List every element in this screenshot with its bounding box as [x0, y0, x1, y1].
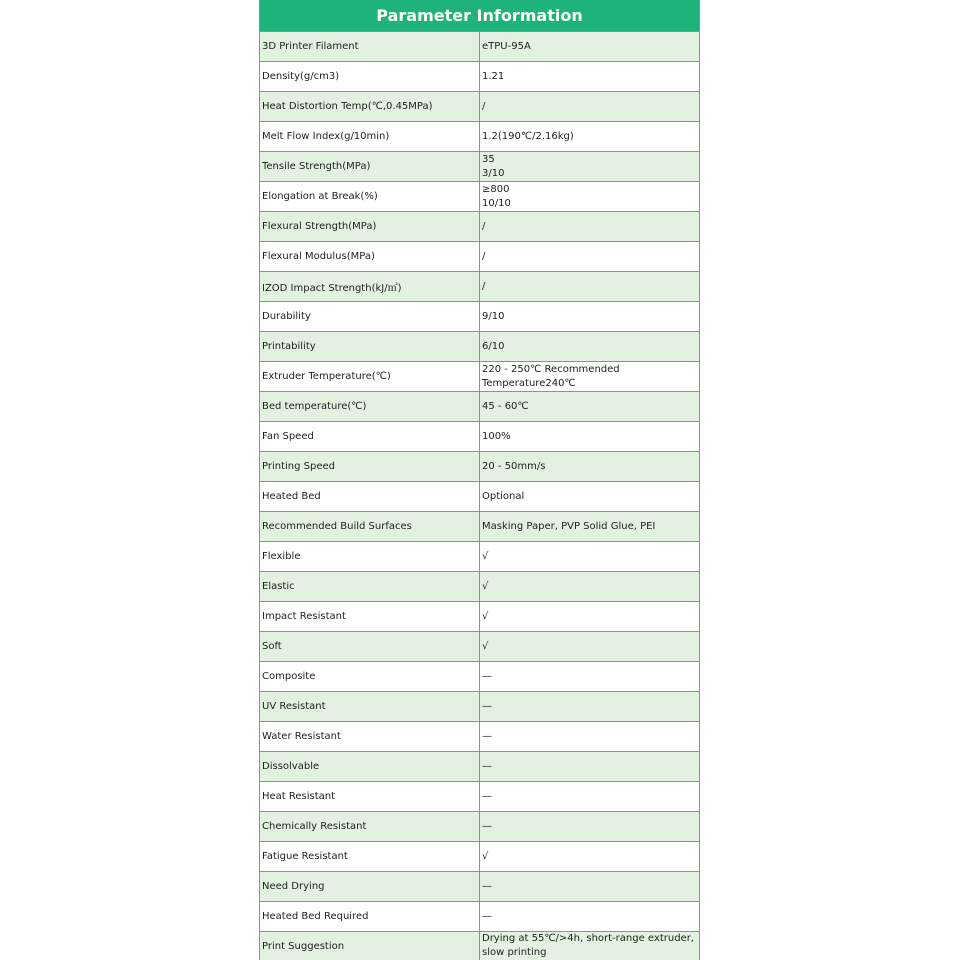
- parameter-value: 1.21: [482, 70, 505, 82]
- table-row: [260, 361, 699, 391]
- table-row: [260, 391, 699, 421]
- parameter-value: /: [482, 250, 486, 262]
- parameter-value: √: [482, 610, 489, 622]
- table-row: [260, 511, 699, 541]
- table-row: [260, 61, 699, 91]
- parameter-value: 100%: [482, 430, 511, 442]
- table-title: Parameter Information: [260, 0, 699, 31]
- parameter-name: Fatigue Resistant: [260, 842, 480, 871]
- parameter-name: Heat Resistant: [260, 782, 480, 811]
- parameter-value: —: [482, 910, 492, 922]
- parameter-value: 45 - 60℃: [482, 400, 529, 412]
- table-row: [260, 241, 699, 271]
- table-row: [260, 481, 699, 511]
- parameter-value: √: [482, 550, 489, 562]
- parameter-value: √: [482, 580, 489, 592]
- table-row: [260, 181, 699, 211]
- parameter-value: —: [482, 880, 492, 892]
- parameter-value: —: [482, 670, 492, 682]
- parameter-value: /: [482, 100, 486, 112]
- table-row: [260, 691, 699, 721]
- parameter-name: Melt Flow Index(g/10min): [260, 122, 480, 151]
- parameter-name: IZOD Impact Strength(kJ/㎡): [260, 272, 480, 301]
- parameter-value: 220 - 250℃ Recommended Temperature240℃: [482, 363, 620, 389]
- parameter-name: Chemically Resistant: [260, 812, 480, 841]
- table-row: [260, 871, 699, 901]
- table-row: [260, 931, 699, 960]
- parameter-name: Composite: [260, 662, 480, 691]
- table-row: [260, 151, 699, 181]
- parameter-name: Dissolvable: [260, 752, 480, 781]
- table-row: [260, 121, 699, 151]
- parameter-value: —: [482, 790, 492, 802]
- parameter-value: Drying at 55℃/>4h, short-range extruder, slow printing: [482, 933, 694, 958]
- parameter-value: 35 3/10: [482, 153, 505, 179]
- table-row: [260, 301, 699, 331]
- parameter-name: Density(g/cm3): [260, 62, 480, 91]
- parameter-value: 6/10: [482, 340, 505, 352]
- parameter-name: Elastic: [260, 572, 480, 601]
- parameter-name: Fan Speed: [260, 422, 480, 451]
- parameter-name: Heated Bed Required: [260, 902, 480, 931]
- table-row: [260, 541, 699, 571]
- parameter-value: —: [482, 700, 492, 712]
- parameter-name: Extruder Temperature(℃): [260, 362, 480, 391]
- parameter-name: Bed temperature(℃): [260, 392, 480, 421]
- parameter-value: ≥800 10/10: [482, 183, 511, 209]
- parameter-name: Flexural Strength(MPa): [260, 212, 480, 241]
- parameter-value: 1.2(190℃/2.16kg): [482, 130, 574, 142]
- parameter-name: UV Resistant: [260, 692, 480, 721]
- table-row: [260, 901, 699, 931]
- table-row: [260, 31, 699, 61]
- parameter-name: Soft: [260, 632, 480, 661]
- table-row: [260, 841, 699, 871]
- parameter-name: Flexural Modulus(MPa): [260, 242, 480, 271]
- parameter-value: —: [482, 730, 492, 742]
- parameter-value: —: [482, 820, 492, 832]
- parameter-value: eTPU-95A: [482, 40, 531, 52]
- table-row: [260, 781, 699, 811]
- parameter-name: Printing Speed: [260, 452, 480, 481]
- table-row: [260, 421, 699, 451]
- parameter-name: Durability: [260, 302, 480, 331]
- parameter-name: Heated Bed: [260, 482, 480, 511]
- table-row: [260, 571, 699, 601]
- parameter-name: Print Suggestion: [260, 932, 480, 960]
- parameter-name: Printability: [260, 332, 480, 361]
- parameter-value: 9/10: [482, 310, 505, 322]
- parameter-value: √: [482, 850, 489, 862]
- parameter-name: Impact Resistant: [260, 602, 480, 631]
- parameter-name: Water Resistant: [260, 722, 480, 751]
- parameter-value: 20 - 50mm/s: [482, 460, 546, 472]
- table-row: [260, 721, 699, 751]
- table-row: [260, 661, 699, 691]
- parameter-name: Tensile Strength(MPa): [260, 152, 480, 181]
- parameter-name: Elongation at Break(%): [260, 182, 480, 211]
- parameter-value: /: [482, 220, 486, 232]
- table-row: [260, 91, 699, 121]
- parameter-value: Masking Paper, PVP Solid Glue, PEI: [482, 520, 656, 532]
- parameter-value: √: [482, 640, 489, 652]
- table-row: [260, 331, 699, 361]
- table-row: [260, 751, 699, 781]
- table-row: [260, 601, 699, 631]
- parameter-table: [259, 0, 700, 960]
- table-body: [260, 31, 699, 960]
- parameter-name: Need Drying: [260, 872, 480, 901]
- parameter-value: /: [482, 280, 486, 292]
- table-row: [260, 631, 699, 661]
- table-row: [260, 211, 699, 241]
- parameter-name: Recommended Build Surfaces: [260, 512, 480, 541]
- parameter-name: Flexible: [260, 542, 480, 571]
- parameter-value: Optional: [482, 490, 525, 502]
- parameter-value: —: [482, 760, 492, 772]
- table-row: [260, 451, 699, 481]
- parameter-name: 3D Printer Filament: [260, 32, 480, 61]
- parameter-name: Heat Distortion Temp(℃,0.45MPa): [260, 92, 480, 121]
- table-row: [260, 811, 699, 841]
- table-row: [260, 271, 699, 301]
